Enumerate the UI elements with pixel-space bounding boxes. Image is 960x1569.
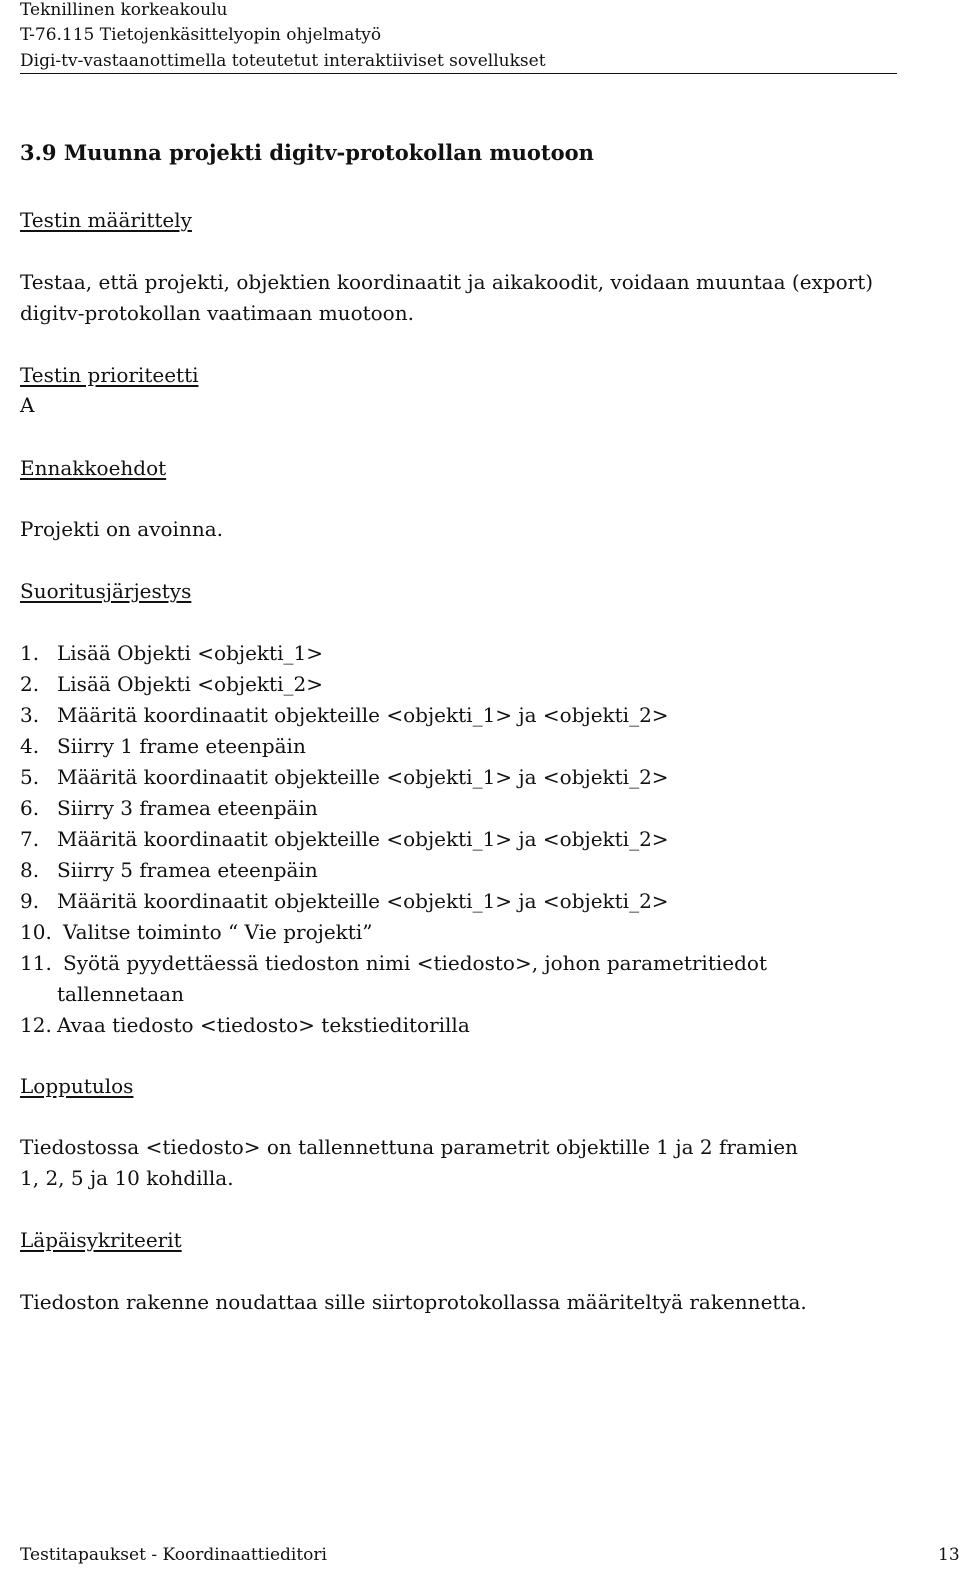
list-item [20, 886, 767, 917]
step-number: 12. [20, 1013, 52, 1037]
list-item [20, 638, 767, 669]
list-item [20, 917, 767, 948]
header-project: Digi-tv-vastaanottimella toteutetut interaktiiviset sovellukset [20, 51, 546, 71]
step-text: Siirry 1 frame eteenpäin [57, 734, 306, 758]
step-text: Lisää Objekti <objekti_1> [57, 641, 323, 665]
step-number: 10. [20, 920, 52, 944]
definition-line-2: digitv-protokollan vaatimaan muotoon. [20, 301, 414, 325]
step-text: Syötä pyydettäessä tiedoston nimi <tiedosto>, johon parametritiedot [63, 951, 767, 975]
step-text: Määritä koordinaatit objekteille <objekti_1> ja <objekti_2> [57, 827, 669, 851]
heading-pass-criteria: Läpäisykriteerit [20, 1228, 182, 1252]
section-title: 3.9 Muunna projekti digitv-protokollan muotoon [20, 140, 594, 165]
footer-page-number: 13 [938, 1545, 960, 1565]
list-item [20, 855, 767, 886]
step-text: Määritä koordinaatit objekteille <objekti_1> ja <objekti_2> [57, 703, 669, 727]
result-line-1: Tiedostossa <tiedosto> on tallennettuna parametrit objektille 1 ja 2 framien [20, 1135, 798, 1159]
step-number: 9. [20, 889, 40, 913]
header-course: T-76.115 Tietojenkäsittelyopin ohjelmatyö [20, 25, 382, 45]
priority-value: A [20, 393, 35, 417]
list-item [20, 979, 767, 1010]
list-item [20, 1010, 767, 1041]
step-text: Siirry 3 framea eteenpäin [57, 796, 318, 820]
list-item [20, 762, 767, 793]
step-text: Lisää Objekti <objekti_2> [57, 672, 323, 696]
step-text: Määritä koordinaatit objekteille <objekti_1> ja <objekti_2> [57, 889, 669, 913]
step-text-continued: tallennetaan [57, 982, 184, 1006]
step-text: Valitse toiminto “ Vie projekti” [63, 920, 373, 944]
step-text: Avaa tiedosto <tiedosto> tekstieditorilla [57, 1013, 470, 1037]
footer-document-name: Testitapaukset - Koordinaattieditori [20, 1545, 327, 1565]
heading-result: Lopputulos [20, 1074, 134, 1098]
step-text: Siirry 5 framea eteenpäin [57, 858, 318, 882]
header-university: Teknillinen korkeakoulu [20, 0, 228, 20]
step-number: 7. [20, 827, 40, 851]
step-number: 1. [20, 641, 40, 665]
preconditions-text: Projekti on avoinna. [20, 517, 223, 541]
step-number: 5. [20, 765, 40, 789]
result-line-2: 1, 2, 5 ja 10 kohdilla. [20, 1166, 234, 1190]
list-item [20, 669, 767, 700]
step-number: 6. [20, 796, 40, 820]
heading-execution-order: Suoritusjärjestys [20, 579, 192, 603]
step-number: 4. [20, 734, 40, 758]
step-number: 3. [20, 703, 40, 727]
heading-preconditions: Ennakkoehdot [20, 456, 167, 480]
criteria-text: Tiedoston rakenne noudattaa sille siirtoprotokollassa määriteltyä rakennetta. [20, 1290, 807, 1314]
step-number: 2. [20, 672, 40, 696]
list-item [20, 948, 767, 979]
header-divider [20, 73, 897, 74]
list-item [20, 731, 767, 762]
execution-steps-list [20, 638, 767, 1041]
list-item [20, 700, 767, 731]
step-number: 11. [20, 951, 52, 975]
definition-line-1: Testaa, että projekti, objektien koordinaatit ja aikakoodit, voidaan muuntaa (export) [20, 270, 874, 294]
step-text: Määritä koordinaatit objekteille <objekti_1> ja <objekti_2> [57, 765, 669, 789]
list-item [20, 824, 767, 855]
step-number: 8. [20, 858, 40, 882]
heading-test-definition: Testin määrittely [20, 208, 192, 232]
heading-test-priority: Testin prioriteetti [20, 363, 199, 387]
list-item [20, 793, 767, 824]
